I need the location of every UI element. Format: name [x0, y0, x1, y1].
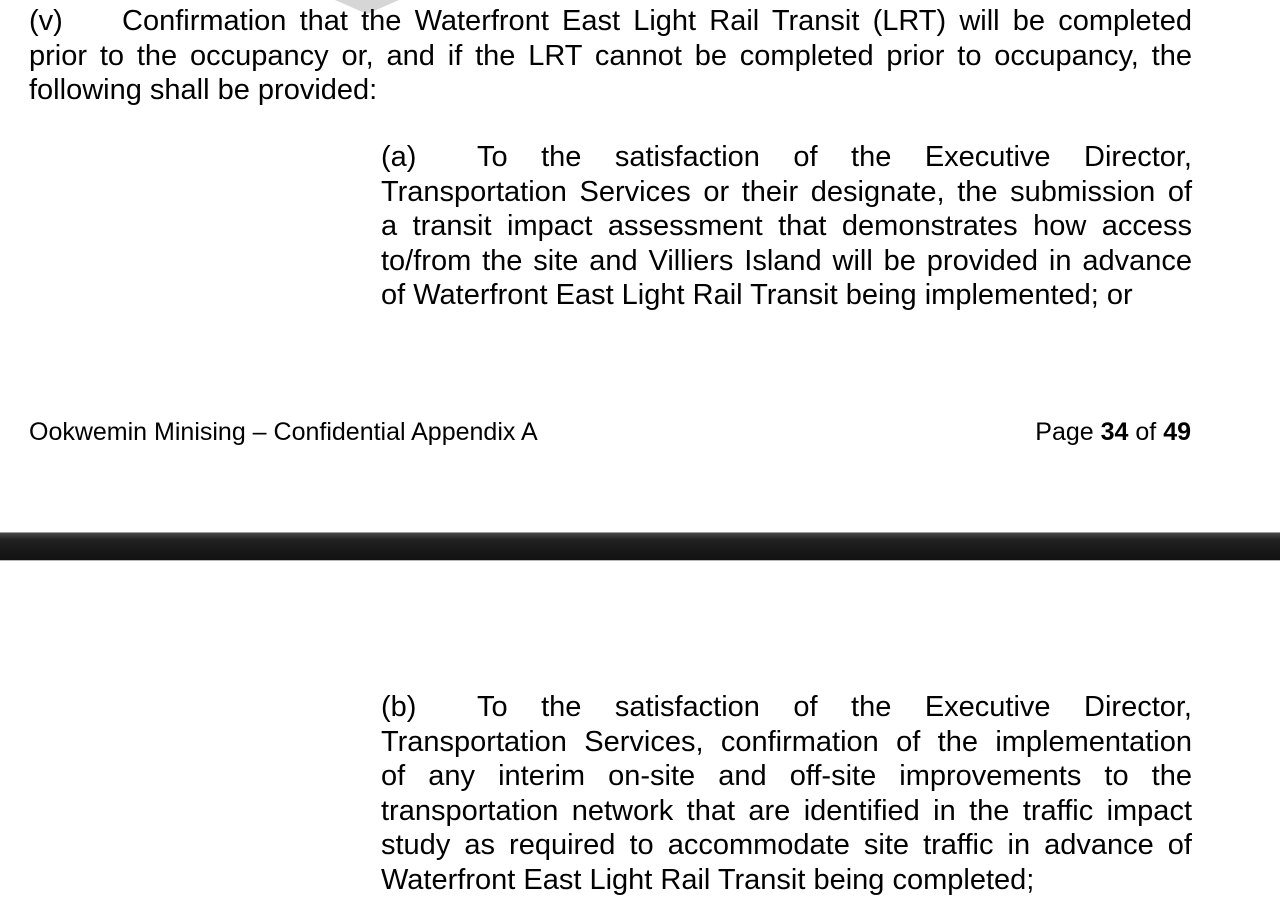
- clause-line: to/from the site and Villiers Island will be provided in advance: [381, 244, 1192, 277]
- footer-document-title: Ookwemin Minising – Confidential Appendix A: [29, 418, 538, 446]
- clause-label: (a): [381, 141, 417, 173]
- footer-page-current: 34: [1100, 418, 1129, 446]
- clause-line: Waterfront East Light Rail Transit being completed;: [381, 863, 1035, 896]
- page-break-separator: [0, 532, 1280, 561]
- clause-v: [29, 4, 1192, 108]
- page-footer: [29, 417, 1191, 447]
- clause-label: (b): [381, 691, 417, 723]
- clause-line: prior to the occupancy or, and if the LRT cannot be completed prior to occupancy, the: [29, 39, 1192, 72]
- clause-line: study as required to accommodate site traffic in advance of: [381, 829, 1192, 862]
- footer-page-indicator: [1035, 417, 1191, 447]
- clause-line: a transit impact assessment that demonstrates how access: [381, 210, 1192, 243]
- clause-line: of Waterfront East Light Rail Transit being implemented; or: [381, 279, 1133, 312]
- footer-page-total: 49: [1163, 418, 1191, 446]
- clause-line: To the satisfaction of the Executive Director,: [477, 141, 1192, 173]
- document-page-2: [0, 561, 1280, 913]
- clause-label: (v): [29, 5, 63, 37]
- clause-line: Transportation Services or their designate, the submission of: [381, 175, 1192, 208]
- footer-of-word: of: [1135, 418, 1157, 446]
- clause-line: Confirmation that the Waterfront East Light Rail Transit (LRT) will be completed: [122, 5, 1192, 37]
- clause-line: transportation network that are identified in the traffic impact: [381, 794, 1192, 827]
- clause-line: following shall be provided:: [29, 74, 378, 107]
- clause-line: of any interim on-site and off-site improvements to the: [381, 760, 1192, 793]
- clause-line: Transportation Services, confirmation of the implementation: [381, 725, 1192, 758]
- clause-line: To the satisfaction of the Executive Director,: [477, 691, 1192, 723]
- clause-b: [381, 690, 1192, 898]
- clause-a: [381, 140, 1192, 313]
- footer-page-word: Page: [1035, 418, 1094, 446]
